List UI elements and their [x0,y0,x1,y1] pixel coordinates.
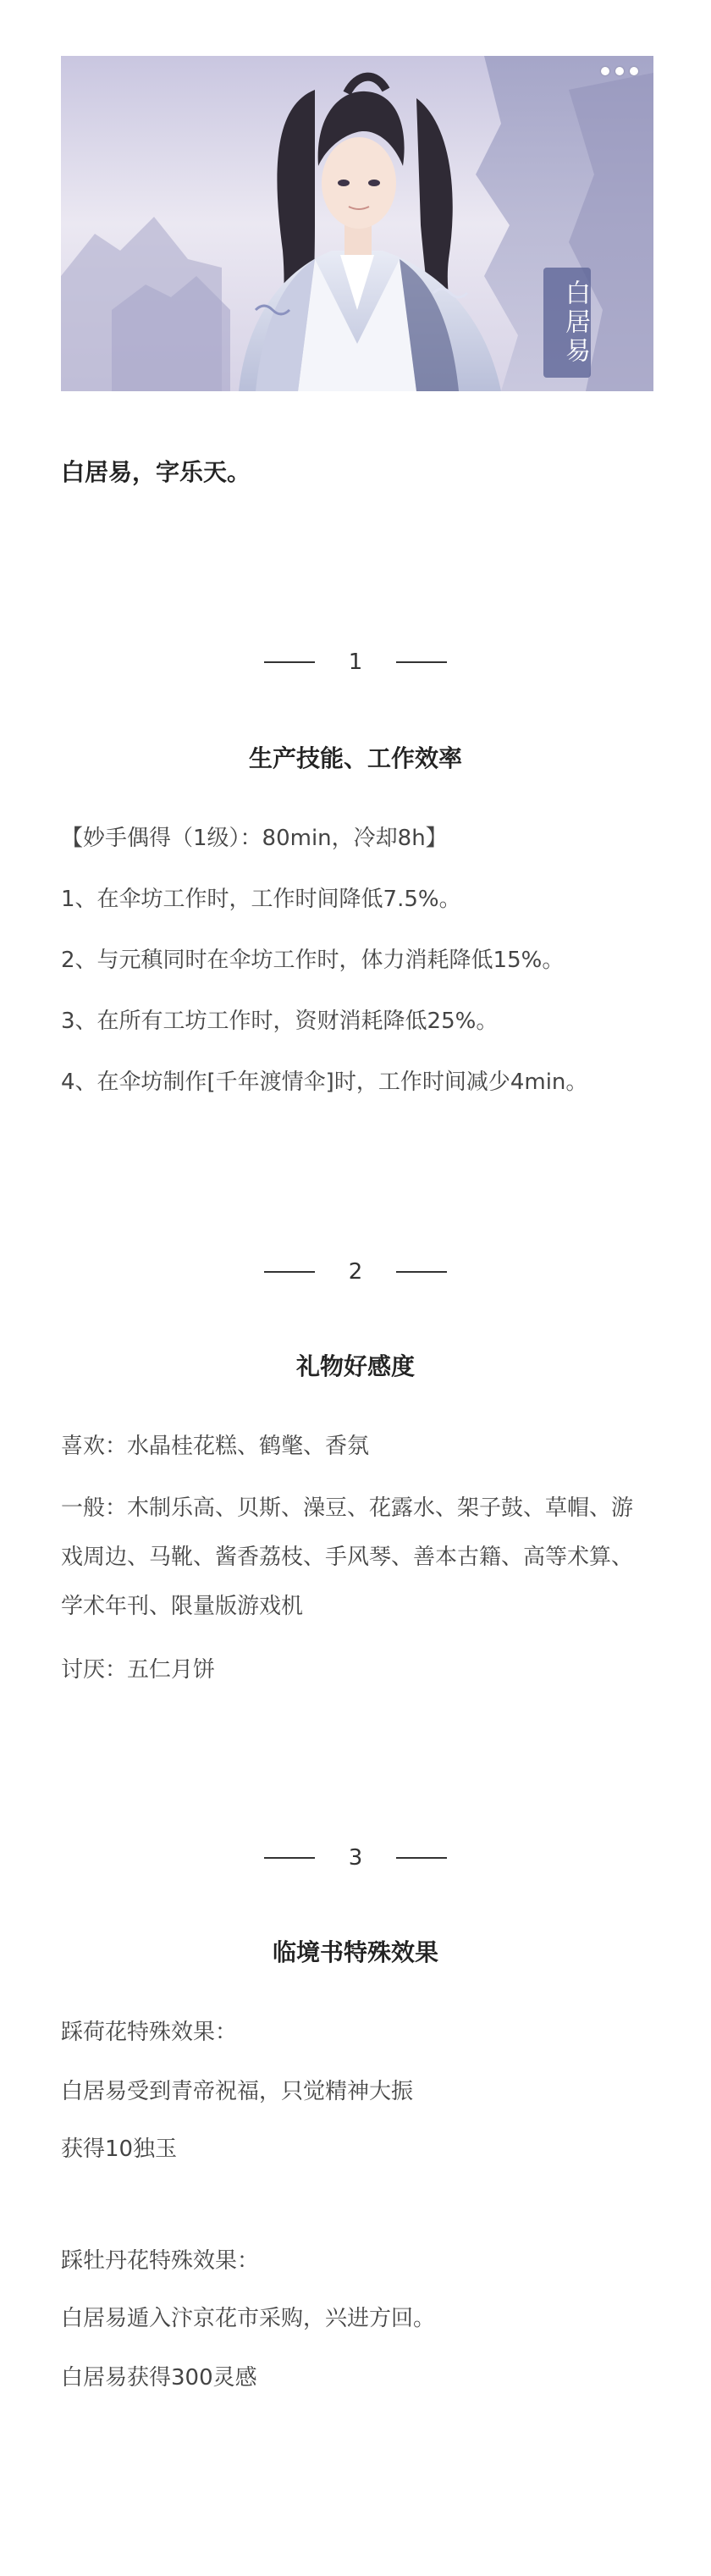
section-divider-2 [0,1255,711,1289]
more-options-button[interactable] [601,63,638,80]
section-title: 礼物好感度 [295,1352,415,1380]
skill-effect: 4、在伞坊制作[千年渡情伞]时，工作时间减少4min。 [61,1070,588,1095]
section-number: 3 [348,1845,363,1871]
gift-disliked: 讨厌：五仁月饼 [61,1657,216,1683]
effect-heading: 踩荷花特殊效果： [61,2020,238,2045]
section-divider-3 [0,1841,711,1875]
skill-effect: 3、在所有工坊工作时，资财消耗降低25%。 [61,1009,499,1034]
skill-effect: 2、与元稹同时在伞坊工作时，体力消耗降低15%。 [61,948,565,973]
more-dots-icon [601,67,609,75]
more-dots-icon [615,67,624,75]
section-title: 临境书特殊效果 [272,1938,438,1966]
character-banner-image [61,56,653,391]
divider-line [264,661,315,663]
skill-effect: 1、在伞坊工作时，工作时间降低7.5%。 [61,887,461,912]
section-divider-1 [0,645,711,679]
effect-heading: 踩牡丹花特殊效果： [61,2248,260,2274]
section-number: 1 [348,650,363,675]
effect-reward: 白居易获得300灵感 [61,2365,257,2391]
more-dots-icon [630,67,638,75]
effect-description: 白居易遁入汴京花市采购，兴进方回。 [61,2306,436,2331]
skill-header: 【妙手偶得（1级）：80min，冷却8h】 [61,826,448,851]
gift-liked: 喜欢：水晶桂花糕、鹤氅、香氛 [61,1434,370,1459]
section-number: 2 [348,1259,363,1285]
divider-line [264,1271,315,1273]
section-title: 生产技能、工作效率 [248,744,462,772]
intro-text: 白居易，字乐天。 [61,458,251,486]
divider-line [396,1271,447,1273]
gift-neutral: 一般：木制乐高、贝斯、澡豆、花露水、架子鼓、草帽、游戏周边、马靴、酱香荔枝、手风琴、善本古籍、高等术算、学术年刊、限量版游戏机 [61,1495,634,1619]
divider-line [396,1857,447,1859]
effect-reward: 获得10独玉 [61,2137,178,2162]
effect-description: 白居易受到青帝祝福，只觉精神大振 [61,2079,414,2104]
divider-line [396,661,447,663]
divider-line [264,1857,315,1859]
character-name-tag: 白居易 [543,268,591,378]
